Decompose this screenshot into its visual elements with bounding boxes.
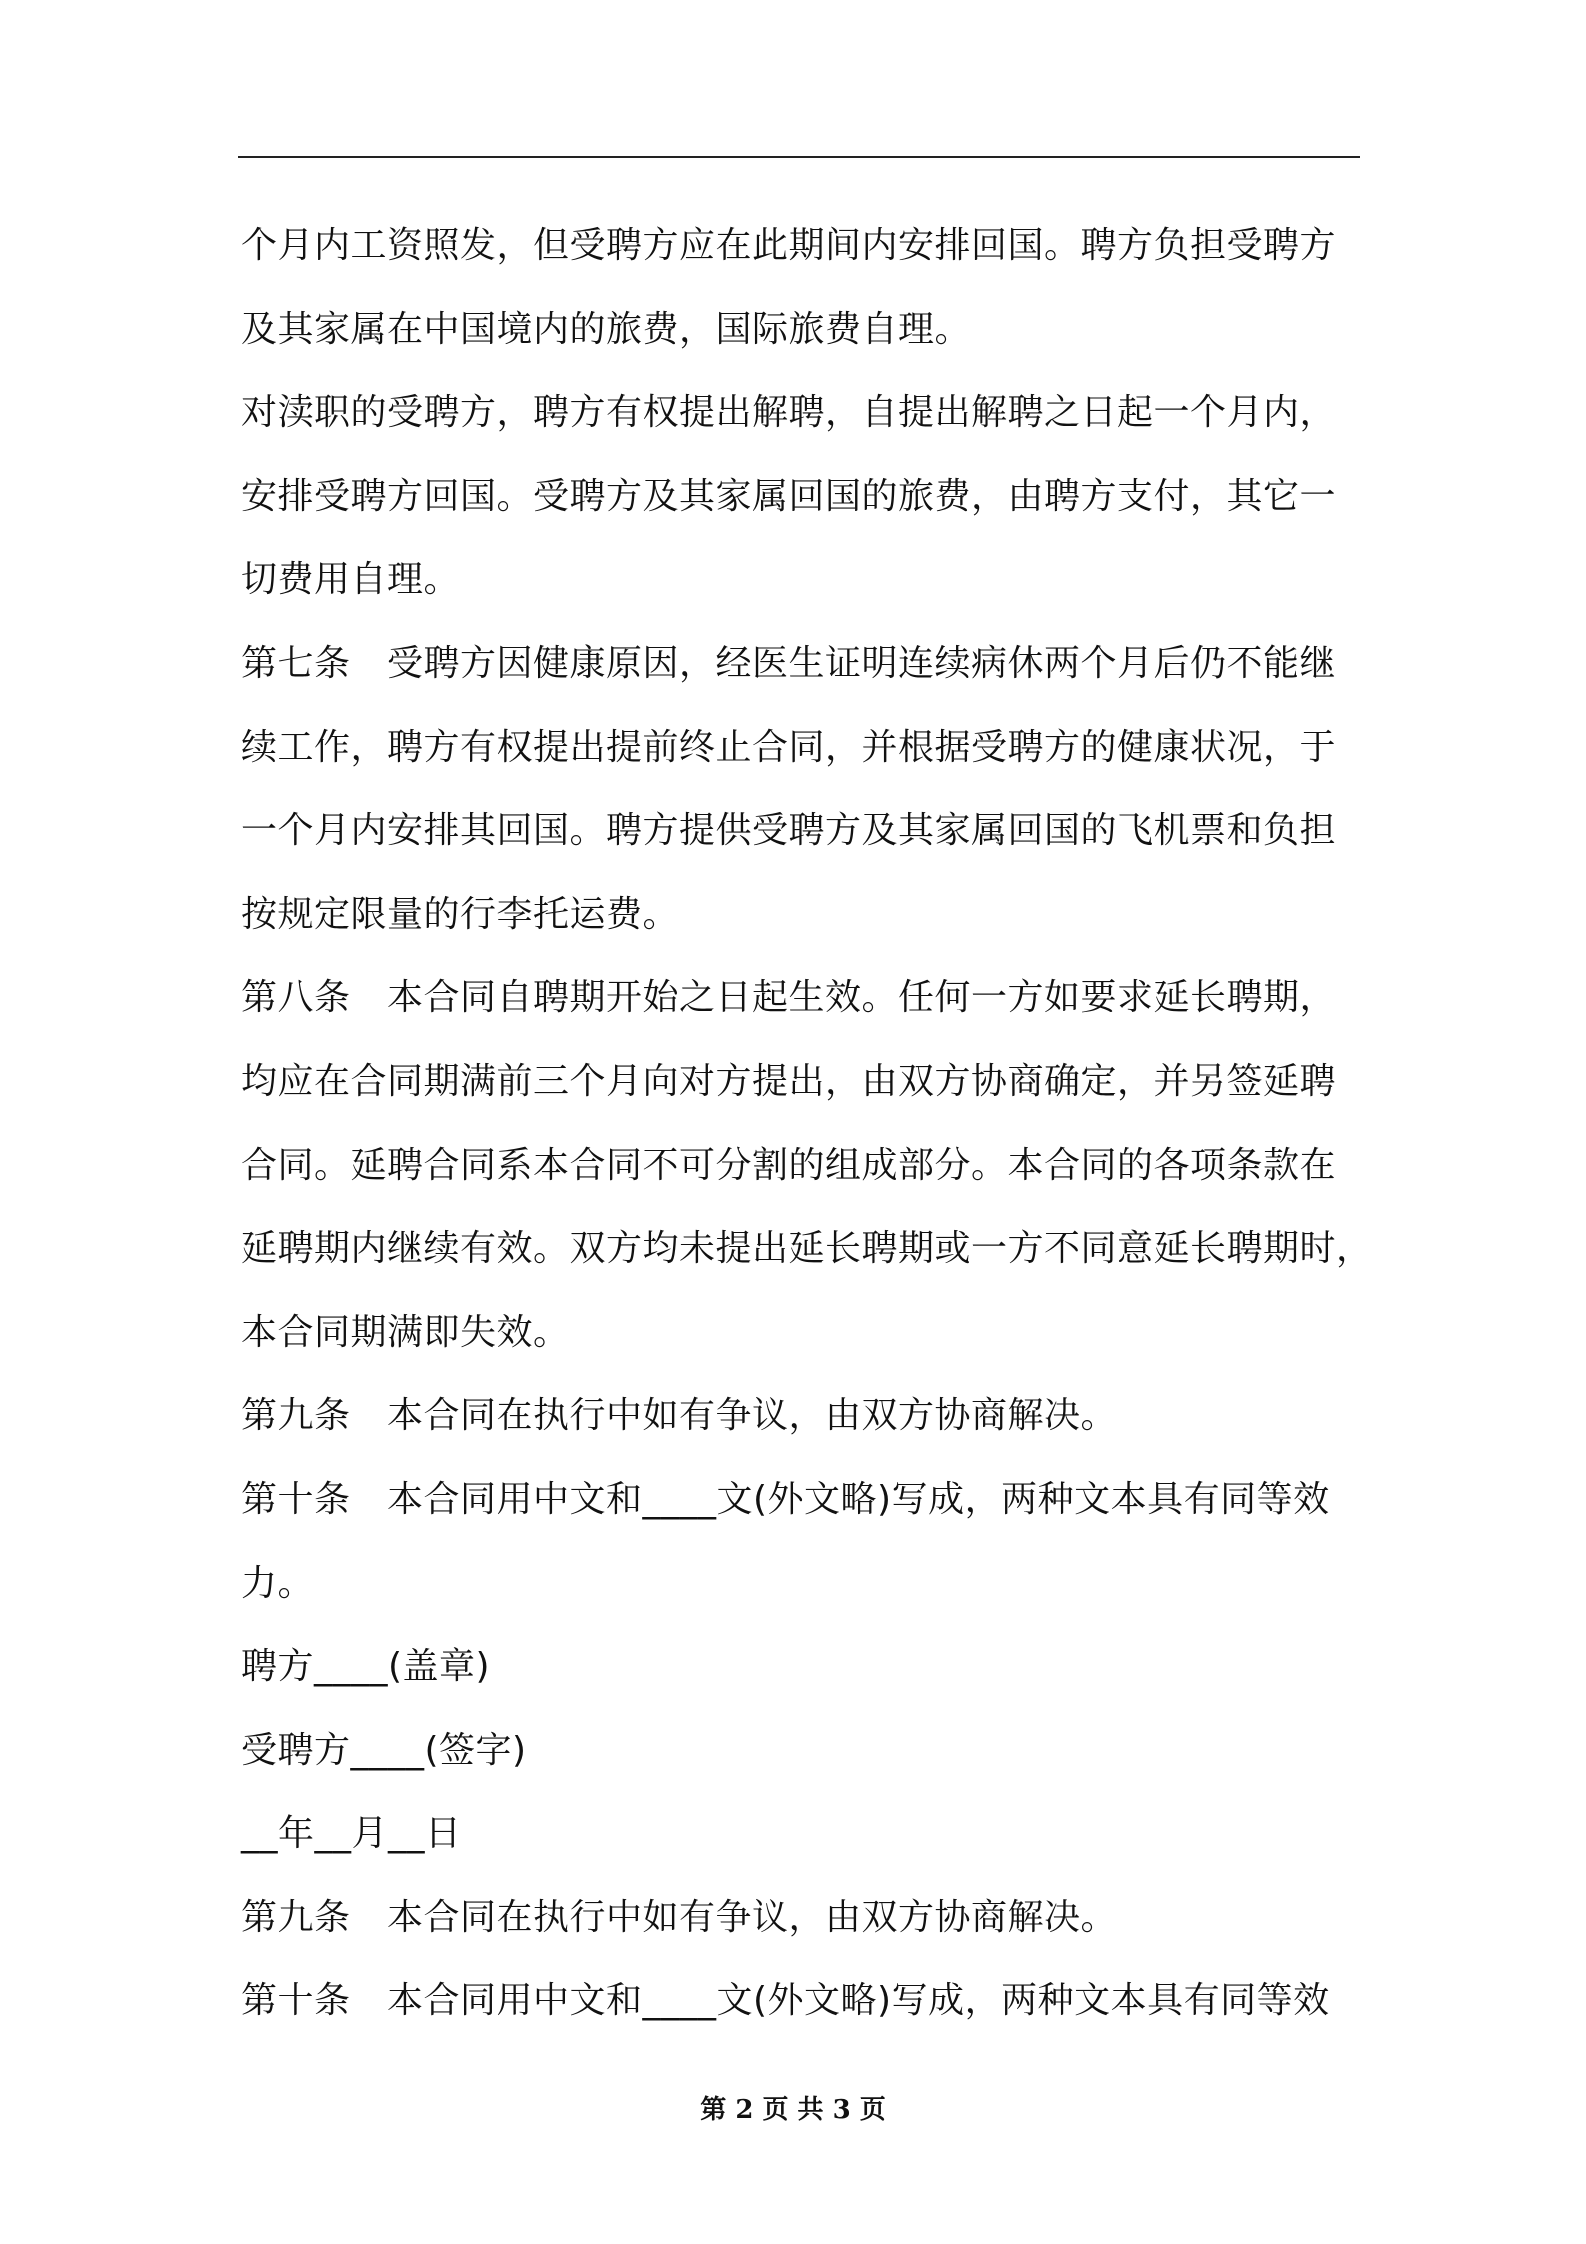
text-line: 均应在合同期满前三个月向对方提出，由双方协商确定，并另签延聘 <box>241 1060 1337 1102</box>
article-7-line: 第七条 受聘方因健康原因，经医生证明连续病休两个月后仍不能继 <box>241 642 1337 684</box>
page-number: 第 2 页 共 3 页 <box>700 2095 886 2125</box>
article-10-line: 第十条 本合同用中文和____文(外文略)写成，两种文本具有同等效 <box>241 1478 1330 1520</box>
date-line: __年__月__日 <box>241 1813 462 1855</box>
text-line: 续工作，聘方有权提出提前终止合同，并根据受聘方的健康状况，于 <box>241 726 1337 768</box>
text-line: 延聘期内继续有效。双方均未提出延长聘期或一方不同意延长聘期时， <box>241 1228 1373 1270</box>
text-line: 个月内工资照发，但受聘方应在此期间内安排回国。聘方负担受聘方 <box>241 225 1337 266</box>
article-9-line: 第九条 本合同在执行中如有争议，由双方协商解决。 <box>241 1896 1118 1938</box>
text-line: 按规定限量的行李托运费。 <box>241 893 680 935</box>
text-line: 一个月内安排其回国。聘方提供受聘方及其家属回国的飞机票和负担 <box>241 810 1337 852</box>
text-line: 安排受聘方回国。受聘方及其家属回国的旅费，由聘方支付，其它一 <box>241 475 1337 517</box>
text-line: 合同。延聘合同系本合同不可分割的组成部分。本合同的各项条款在 <box>241 1144 1337 1186</box>
article-10-line: 第十条 本合同用中文和____文(外文略)写成，两种文本具有同等效 <box>241 1980 1330 2022</box>
text-line: 本合同期满即失效。 <box>241 1311 570 1353</box>
employee-signature-line: 受聘方____(签字) <box>241 1729 527 1771</box>
header-rule <box>238 156 1360 158</box>
article-9-line: 第九条 本合同在执行中如有争议，由双方协商解决。 <box>241 1395 1118 1437</box>
document-body <box>241 204 1373 2043</box>
text-line: 力。 <box>241 1562 315 1604</box>
text-line: 及其家属在中国境内的旅费，国际旅费自理。 <box>241 308 972 350</box>
employer-seal-line: 聘方____(盖章) <box>241 1646 491 1688</box>
article-8-line: 第八条 本合同自聘期开始之日起生效。任何一方如要求延长聘期， <box>241 977 1337 1019</box>
text-line: 对渎职的受聘方，聘方有权提出解聘，自提出解聘之日起一个月内， <box>241 392 1337 434</box>
text-line: 切费用自理。 <box>241 559 461 601</box>
